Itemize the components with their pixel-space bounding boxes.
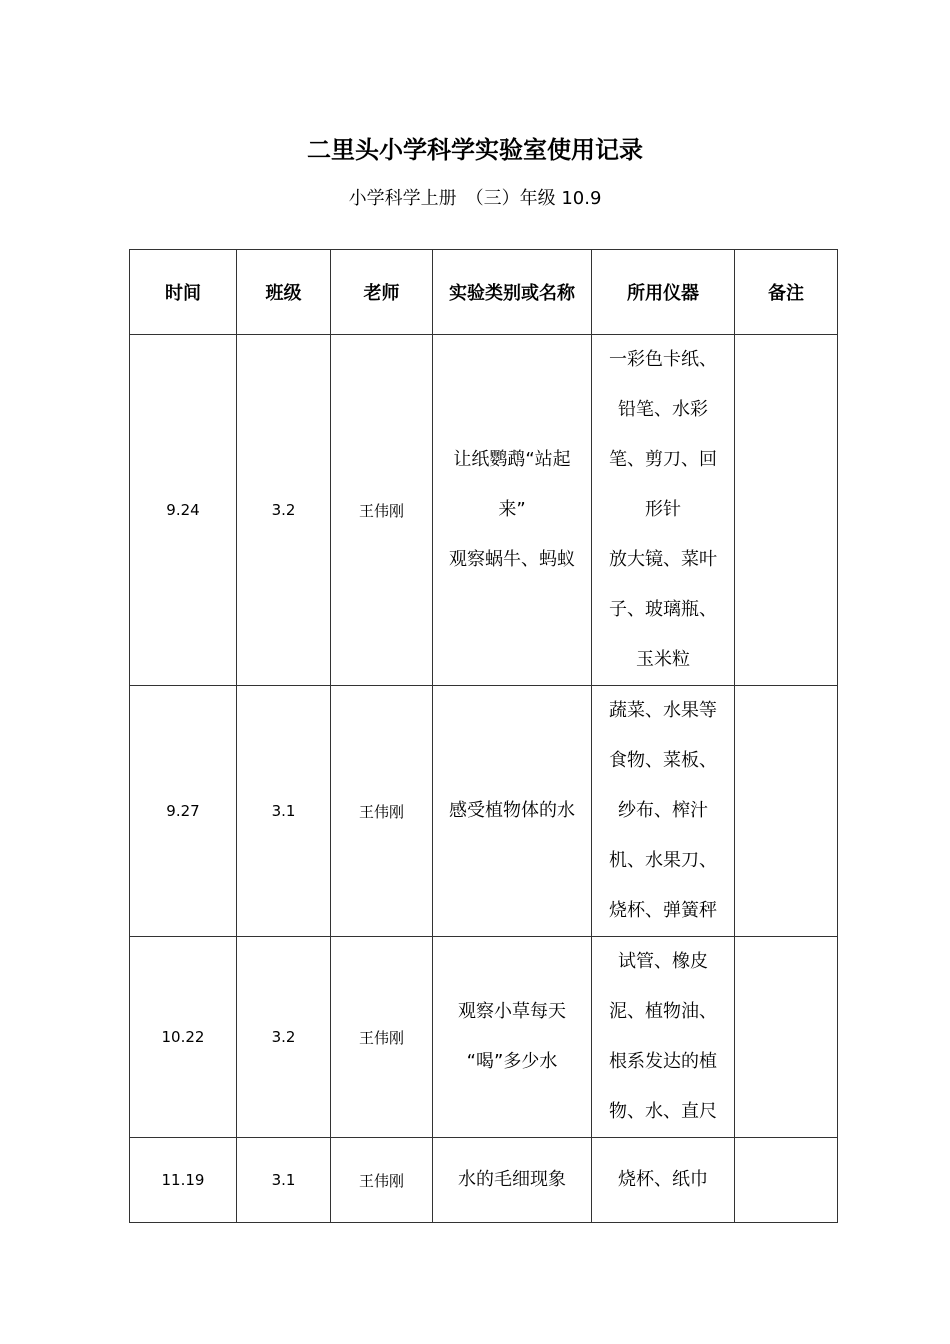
usage-record-table	[129, 249, 838, 1223]
experiment-line: 水的毛细现象	[458, 1169, 566, 1190]
cell-class: 3.1	[237, 1138, 331, 1223]
equipment-line: 试管、橡皮	[618, 951, 708, 972]
cell-time: 9.24	[130, 335, 237, 686]
page-subtitle: 小学科学上册 （三）年级 10.9	[348, 188, 602, 209]
equipment-line: 泥、植物油、	[609, 1001, 717, 1022]
equipment-line: 笔、剪刀、回	[609, 449, 717, 470]
experiment-line: 观察小草每天	[458, 1001, 566, 1022]
page-title: 二里头小学科学实验室使用记录	[307, 136, 643, 164]
equipment-line: 铅笔、水彩	[618, 399, 708, 420]
header-class: 班级	[237, 250, 331, 335]
equipment-line: 食物、菜板、	[609, 750, 717, 771]
equipment-line: 形针	[645, 499, 681, 520]
header-note: 备注	[735, 250, 838, 335]
experiment-line: 来”	[498, 499, 526, 520]
cell-teacher: 王伟刚	[331, 937, 433, 1138]
header-experiment: 实验类别或名称	[433, 250, 592, 335]
cell-teacher: 王伟刚	[331, 1138, 433, 1223]
table-row	[130, 335, 838, 686]
equipment-line: 烧杯、纸巾	[618, 1169, 708, 1190]
equipment-line: 纱布、榨汁	[618, 800, 708, 821]
cell-equipment	[592, 1138, 735, 1223]
equipment-line: 蔬菜、水果等	[609, 700, 717, 721]
cell-note	[735, 937, 838, 1138]
cell-class: 3.2	[237, 937, 331, 1138]
cell-class: 3.2	[237, 335, 331, 686]
experiment-line: “喝”多少水	[466, 1051, 558, 1072]
equipment-line: 放大镜、菜叶	[609, 549, 717, 570]
cell-equipment	[592, 937, 735, 1138]
cell-time: 11.19	[130, 1138, 237, 1223]
cell-experiment	[433, 335, 592, 686]
table-row	[130, 1138, 838, 1223]
experiment-line: 感受植物体的水	[449, 800, 575, 821]
table-header-row	[130, 250, 838, 335]
cell-teacher: 王伟刚	[331, 686, 433, 937]
cell-note	[735, 686, 838, 937]
experiment-line: 让纸鹦鹉“站起	[453, 449, 571, 470]
cell-class: 3.1	[237, 686, 331, 937]
equipment-line: 烧杯、弹簧秤	[609, 900, 717, 921]
cell-time: 10.22	[130, 937, 237, 1138]
cell-experiment	[433, 1138, 592, 1223]
equipment-line: 根系发达的植	[609, 1051, 717, 1072]
cell-note	[735, 1138, 838, 1223]
equipment-line: 物、水、直尺	[609, 1101, 717, 1122]
equipment-line: 子、玻璃瓶、	[609, 599, 717, 620]
header-teacher: 老师	[331, 250, 433, 335]
header-time: 时间	[130, 250, 237, 335]
cell-equipment	[592, 686, 735, 937]
experiment-line: 观察蜗牛、蚂蚁	[449, 549, 575, 570]
table-row	[130, 937, 838, 1138]
cell-time: 9.27	[130, 686, 237, 937]
cell-equipment	[592, 335, 735, 686]
cell-experiment	[433, 686, 592, 937]
header-equipment: 所用仪器	[592, 250, 735, 335]
table-row	[130, 686, 838, 937]
cell-teacher: 王伟刚	[331, 335, 433, 686]
cell-experiment	[433, 937, 592, 1138]
cell-note	[735, 335, 838, 686]
equipment-line: 一彩色卡纸、	[609, 349, 717, 370]
equipment-line: 玉米粒	[636, 649, 690, 670]
equipment-line: 机、水果刀、	[609, 850, 717, 871]
